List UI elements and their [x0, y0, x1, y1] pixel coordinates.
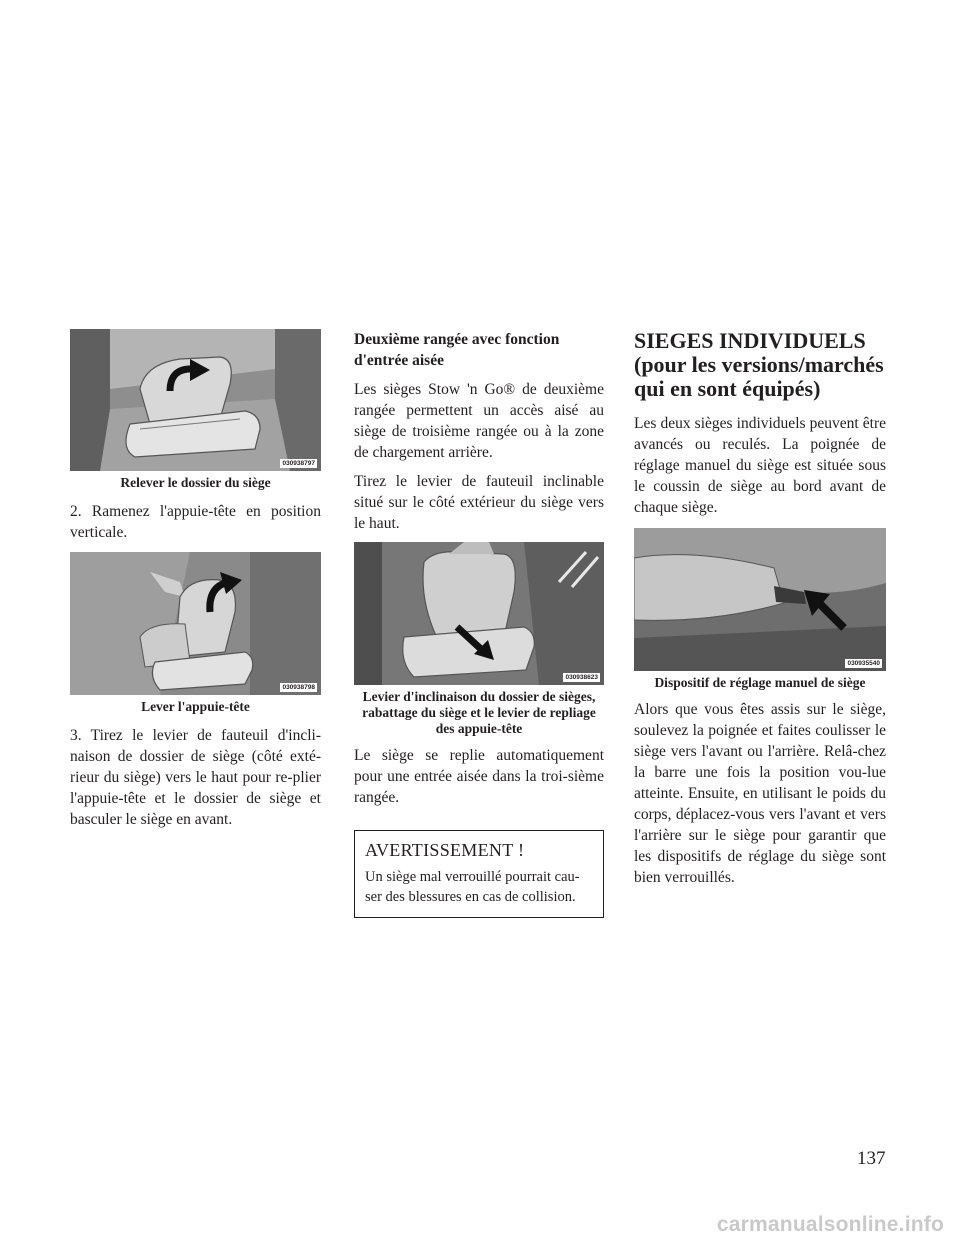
subsection-heading: Deuxième rangée avec fonction d'entrée aisée — [354, 331, 560, 369]
figure-code: 030938798 — [282, 684, 315, 691]
paragraph: Les sièges Stow 'n Go® de deuxième rangée permettent un accès aisé au siège de troisième rangée ou à la zone de chargement arrière. — [354, 381, 604, 461]
step-2-text: 2. Ramenez l'appuie-tête en position verticale. — [70, 503, 321, 541]
figure-caption: Levier d'inclinaison du dossier de sièges, rabattage du siège et le levier de repliage des appuie-tête — [362, 689, 596, 736]
seatback-raise-illustration — [70, 329, 321, 471]
figure-caption: Dispositif de réglage manuel de siège — [654, 675, 866, 690]
warning-box — [354, 830, 604, 918]
figure-caption: Lever l'appuie-tête — [141, 699, 250, 714]
watermark: carmanualsonline.info — [716, 1213, 944, 1236]
page-number: 137 — [857, 1148, 886, 1169]
recline-lever-illustration — [354, 542, 604, 685]
seat-image — [70, 552, 321, 695]
warning-title: AVERTISSEMENT ! — [365, 840, 525, 860]
figure-code: 030935540 — [847, 660, 880, 667]
manual-adjuster-illustration — [634, 528, 886, 671]
figure-code: 030938623 — [565, 674, 598, 681]
seat-image — [70, 329, 321, 471]
step-3-text: 3. Tirez le levier de fauteuil d'incli-naison de dossier de siège (côté exté-rieur du siège) vers le haut pour re-plier l'appuie-tête et le dossier de siège et basculer le siège en avant. — [70, 727, 321, 828]
paragraph: Le siège se replie automatiquement pour une entrée aisée dans la troi-sième rangée. — [354, 747, 604, 806]
column-left — [70, 329, 321, 830]
column-middle — [354, 329, 604, 918]
paragraph: Alors que vous êtes assis sur le siège, soulevez la poignée et faites coulisser le siège vers l'avant ou l'arrière. Relâ-chez la barre une fois la position vou-lue atteinte. Ensuite, en utilisant le poids du corps, déplacez-vous vers l'avant et vers l'arrière sur le siège pour garantir que les dispositifs de réglage du siège sont bien verrouillés. — [634, 701, 886, 886]
headrest-raise-illustration — [70, 552, 321, 695]
paragraph: Tirez le levier de fauteuil inclinable situé sur le côté extérieur du siège vers le haut. — [354, 473, 604, 532]
figure-code: 030938797 — [282, 460, 315, 467]
figure-caption: Relever le dossier du siège — [120, 475, 271, 490]
paragraph: Les deux sièges individuels peuvent être avancés ou reculés. La poignée de réglage manuel du siège est située sous le coussin de siège au bord avant de chaque siège. — [634, 415, 886, 516]
column-right — [634, 329, 886, 888]
seat-image — [634, 528, 886, 671]
section-title: SIEGES INDIVIDUELS (pour les versions/marchés qui en sont équipés) — [634, 328, 884, 401]
warning-text: Un siège mal verrouillé pourrait cau-ser des blessures en cas de collision. — [365, 869, 580, 905]
seat-image — [354, 542, 604, 685]
